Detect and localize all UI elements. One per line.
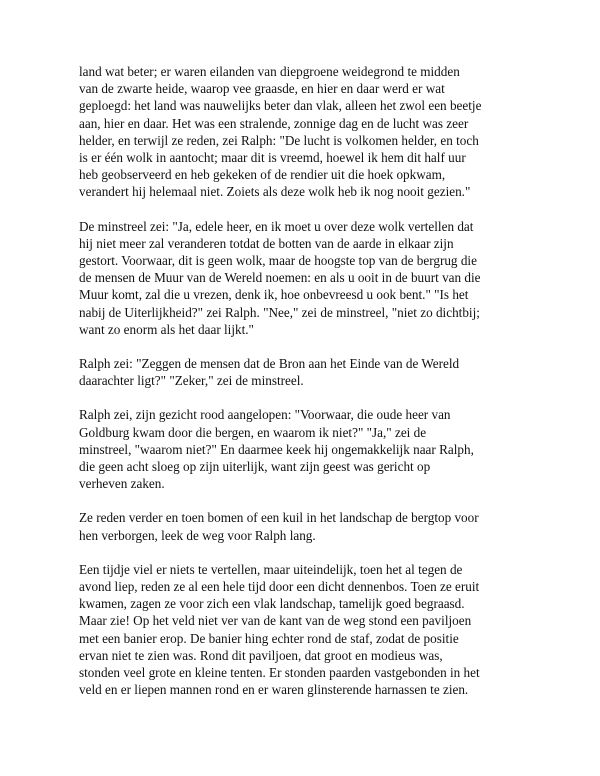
text-line: Ralph zei: "Zeggen de mensen dat de Bron aan het Einde van de Wereld — [79, 356, 460, 372]
paragraph-2 — [79, 218, 539, 338]
text-line: Muur komt, zal die u vrezen, denk ik, hoe onbevreesd u ook bent." "Is het — [79, 287, 469, 303]
text-line: gestort. Voorwaar, dit is geen wolk, maar de hoogste top van de bergrug die — [79, 253, 477, 269]
text-line: de mensen de Muur van de Wereld noemen: en als u ooit in de buurt van die — [79, 270, 481, 286]
text-line: Ze reden verder en toen bomen of een kuil in het landschap de bergtop voor — [79, 510, 479, 526]
text-line: avond liep, reden ze al een hele tijd door een dicht dennenbos. Toen ze eruit — [79, 579, 480, 595]
text-line: heb geobserveerd en heb gekeken of de rendier uit die hoek opkwam, — [79, 167, 446, 183]
text-line: nabij de Uiterlijkheid?" zei Ralph. "Nee," zei de minstreel, "niet zo dichtbij; — [79, 304, 480, 320]
paragraph-6 — [79, 561, 539, 699]
text-line: ervan niet te zien was. Rond dit paviljoen, dat groot en modieus was, — [79, 647, 443, 663]
paragraph-1 — [79, 63, 539, 201]
text-line: aan, hier en daar. Het was een stralende, zonnige dag en de lucht was zeer — [79, 115, 469, 131]
text-line: kwamen, zagen ze voor zich een vlak landschap, tamelijk goed begraasd. — [79, 596, 465, 612]
text-line: met een banier erop. De banier hing echter rond de staf, zodat de positie — [79, 630, 459, 646]
paragraph-5 — [79, 509, 539, 543]
text-line: Goldburg kwam door die bergen, en waarom ik niet?" "Ja," zei de — [79, 424, 427, 440]
text-line: hij niet meer zal veranderen totdat de botten van de aarde in elkaar zijn — [79, 235, 454, 251]
text-line: die geen acht sloeg op zijn uiterlijk, want zijn geest was gericht op — [79, 459, 431, 475]
text-line: verheven zaken. — [79, 476, 165, 492]
text-line: hen verborgen, leek de weg voor Ralph lang. — [79, 527, 316, 543]
text-line: Maar zie! Op het veld niet ver van de kant van de weg stond een paviljoen — [79, 613, 472, 629]
text-line: minstreel, "waarom niet?" En daarmee keek hij ongemakkelijk naar Ralph, — [79, 441, 474, 457]
text-line: van de zwarte heide, waarop vee graasde, en hier en daar werd er wat — [79, 81, 445, 97]
text-line: want zo enorm als het daar lijkt." — [79, 321, 254, 337]
text-line: helder, en terwijl ze reden, zei Ralph: "De lucht is volkomen helder, en toch — [79, 132, 479, 148]
paragraph-3 — [79, 355, 539, 389]
text-line: is er één wolk in aantocht; maar dit is vreemd, hoewel ik hem dit half uur — [79, 150, 466, 166]
text-line: De minstreel zei: "Ja, edele heer, en ik moet u over deze wolk vertellen dat — [79, 218, 474, 234]
text-line: Een tijdje viel er niets te vertellen, maar uiteindelijk, toen het al tegen de — [79, 561, 463, 577]
text-line: land wat beter; er waren eilanden van diepgroene weidegrond te midden — [79, 64, 460, 79]
text-line: verandert hij helemaal niet. Zoiets als deze wolk heb ik nog nooit gezien." — [79, 184, 471, 200]
text-line: veld en er liepen mannen rond en er waren glinsterende harnassen te zien. — [79, 682, 469, 698]
body-text — [79, 63, 539, 716]
text-line: stonden veel grote en kleine tenten. Er stonden paarden vastgebonden in het — [79, 665, 480, 681]
text-line: Ralph zei, zijn gezicht rood aangelopen: "Voorwaar, die oude heer van — [79, 407, 451, 423]
text-line: daarachter ligt?" "Zeker," zei de minstreel. — [79, 373, 304, 389]
paragraph-4 — [79, 406, 539, 492]
text-line: geploegd: het land was nauwelijks beter dan vlak, alleen het zwol een beetje — [79, 98, 482, 114]
